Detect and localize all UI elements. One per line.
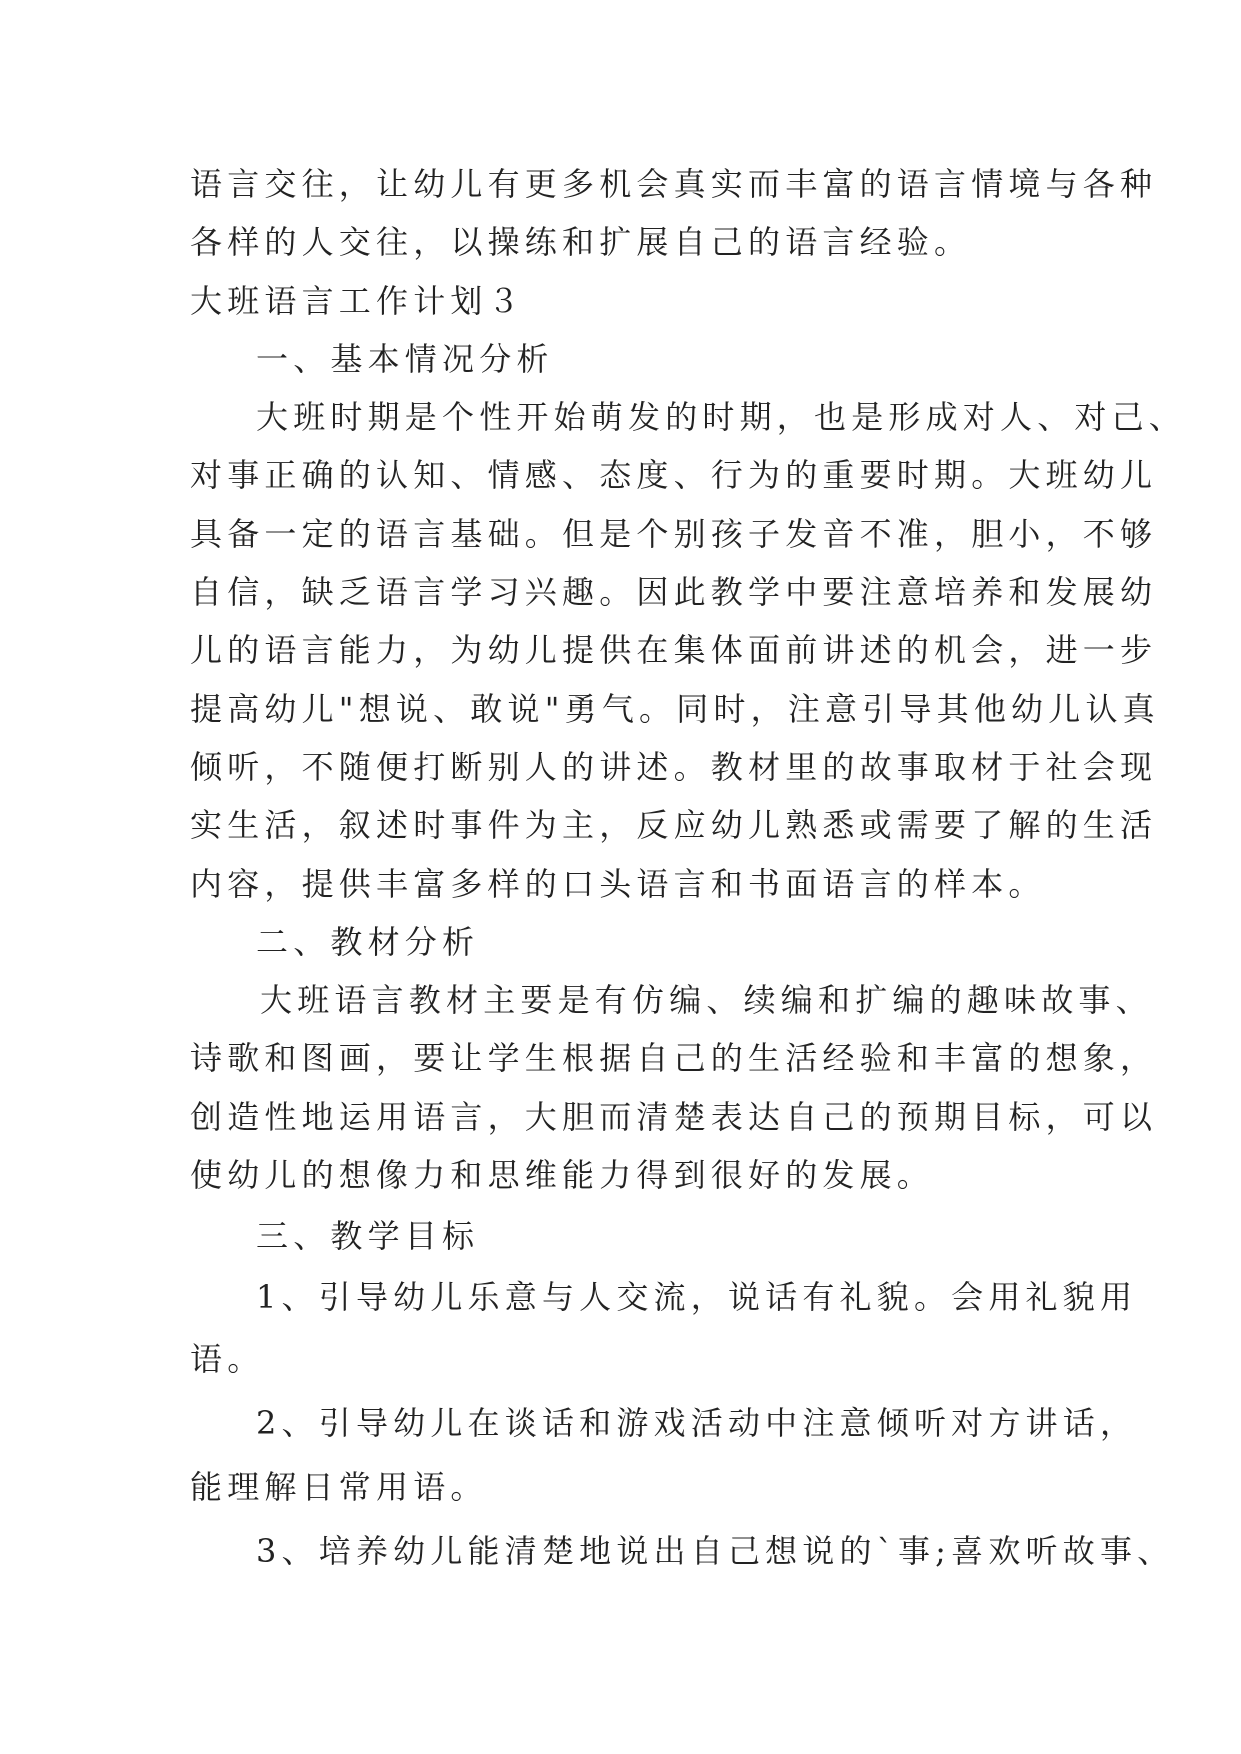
list-item-line: 能理解日常用语。 — [190, 1467, 488, 1506]
section-heading: 一、基本情况分析 — [256, 339, 554, 378]
section-title: 大班语言工作计划３ — [190, 281, 525, 320]
paragraph-line: 倾听，不随便打断别人的讲述。教材里的故事取材于社会现 — [190, 747, 1158, 786]
paragraph-line: 内容，提供丰富多样的口头语言和书面语言的样本。 — [190, 864, 1046, 903]
document-body — [190, 155, 1187, 1583]
paragraph-line: 提高幼儿"想说、敢说"勇气。同时，注意引导其他幼儿认真 — [190, 689, 1160, 728]
section-heading: 三、教学目标 — [256, 1217, 480, 1256]
paragraph-line: 大班语言教材主要是有仿编、续编和扩编的趣味故事、 — [260, 981, 1153, 1020]
paragraph-line: 语言交往，让幼儿有更多机会真实而丰富的语言情境与各种 — [190, 165, 1158, 203]
list-item-line: 语。 — [190, 1339, 265, 1378]
paragraph-line: 实生活，叙述时事件为主，反应幼儿熟悉或需要了解的生活 — [190, 806, 1158, 845]
paragraph-line: 诗歌和图画，要让学生根据自己的生活经验和丰富的想象， — [190, 1039, 1158, 1078]
paragraph-line: 儿的语言能力，为幼儿提供在集体面前讲述的机会，进一步 — [190, 631, 1158, 670]
paragraph-line: 创造性地运用语言，大胆而清楚表达自己的预期目标，可以 — [190, 1097, 1158, 1136]
paragraph-line: 自信，缺乏语言学习兴趣。因此教学中要注意培养和发展幼 — [190, 573, 1158, 612]
list-item-line: 3、培养幼儿能清楚地说出自己想说的`事;喜欢听故事、 — [256, 1531, 1175, 1570]
section-heading: 二、教材分析 — [256, 922, 480, 961]
paragraph-line: 使幼儿的想像力和思维能力得到很好的发展。 — [190, 1156, 935, 1195]
list-item-line: 2、引导幼儿在谈话和游戏活动中注意倾听对方讲话， — [256, 1403, 1138, 1442]
paragraph-line: 对事正确的认知、情感、态度、行为的重要时期。大班幼儿 — [190, 456, 1158, 495]
paragraph-line: 具备一定的语言基础。但是个别孩子发音不准，胆小，不够 — [190, 514, 1158, 553]
paragraph-line: 各样的人交往，以操练和扩展自己的语言经验。 — [190, 223, 972, 262]
paragraph-line: 大班时期是个性开始萌发的时期，也是形成对人、对己、 — [256, 398, 1187, 437]
list-item-line: 1、引导幼儿乐意与人交流，说话有礼貌。会用礼貌用 — [256, 1278, 1138, 1317]
